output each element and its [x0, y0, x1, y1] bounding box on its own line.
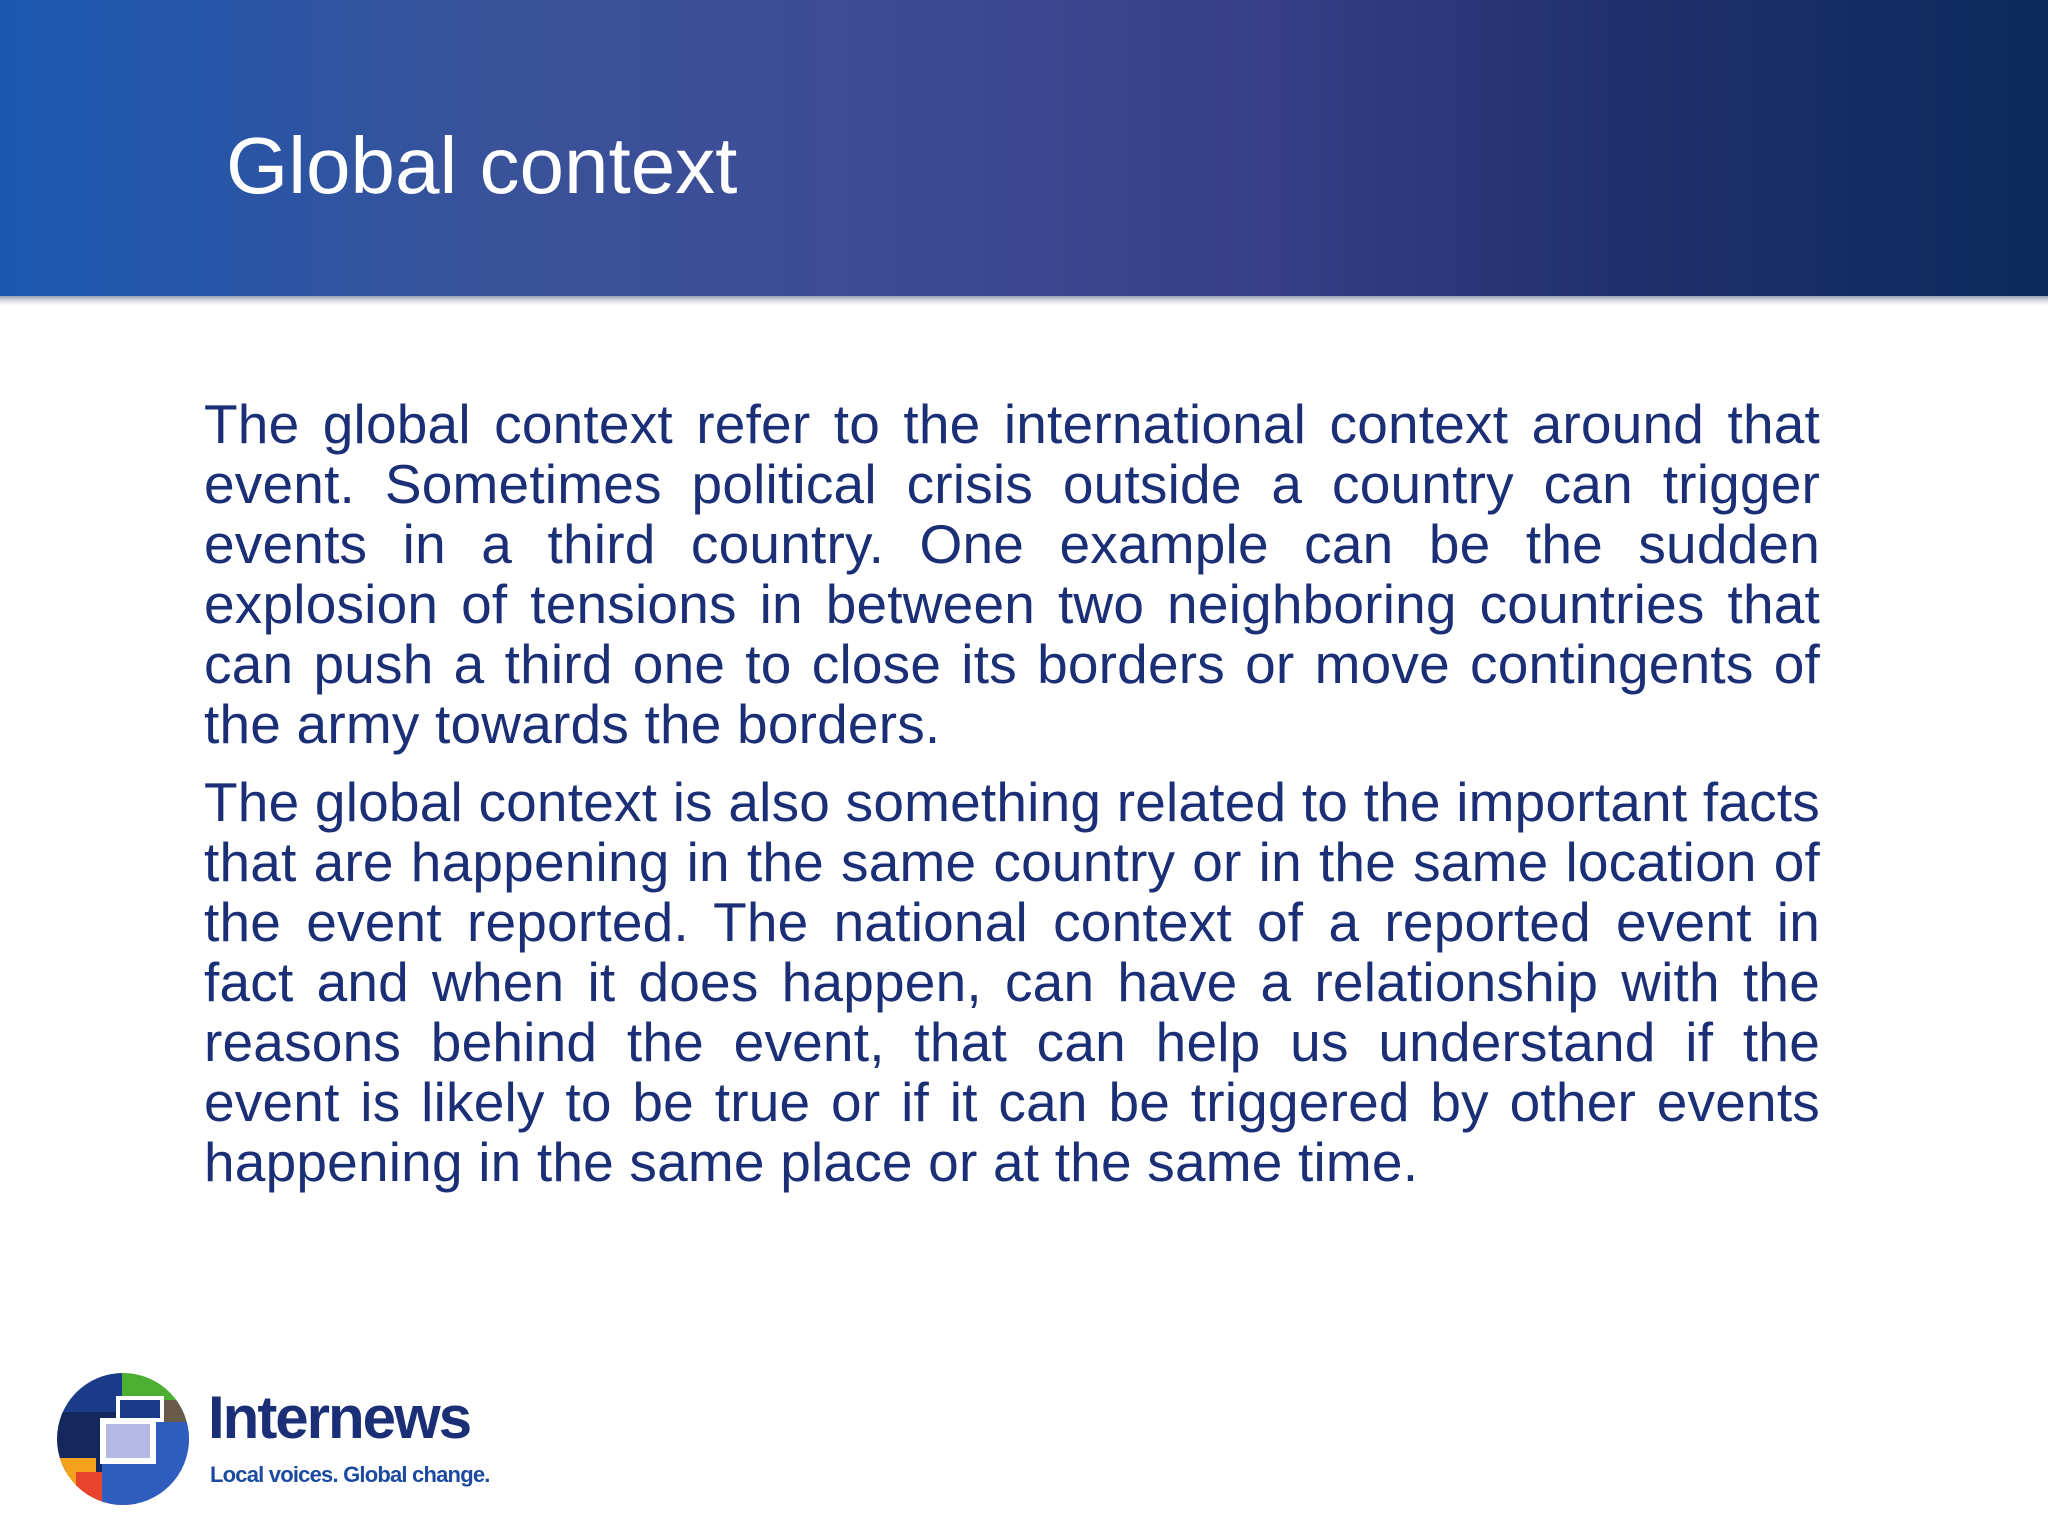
title-band-shadow [0, 296, 2048, 306]
slide-title: Global context [226, 121, 738, 210]
body-paragraph-1: The global context refer to the international context around that event. Sometimes political crisis outside a country can trigger events in a third country. One example can be the sudden explosion of tensions in between two neighboring countries that can push a third one to close its borders or move contingents of the army towards the borders. [204, 393, 1820, 755]
internews-logo-mark-icon [56, 1372, 190, 1506]
slide-body [204, 394, 1820, 1210]
body-paragraph-2: The global context is also something related to the important facts that are happening in the same country or in the same location of the event reported. The national context of a reported event in fact and when it does happen, can have a relationship with the reasons behind the event, that can help us understand if the event is likely to be true or if it can be triggered by other events happening in the same place or at the same time. [204, 771, 1820, 1193]
logo-wordmark: Internews [208, 1384, 471, 1451]
logo-tagline: Local voices. Global change. [210, 1462, 490, 1487]
internews-logo [56, 1372, 516, 1512]
